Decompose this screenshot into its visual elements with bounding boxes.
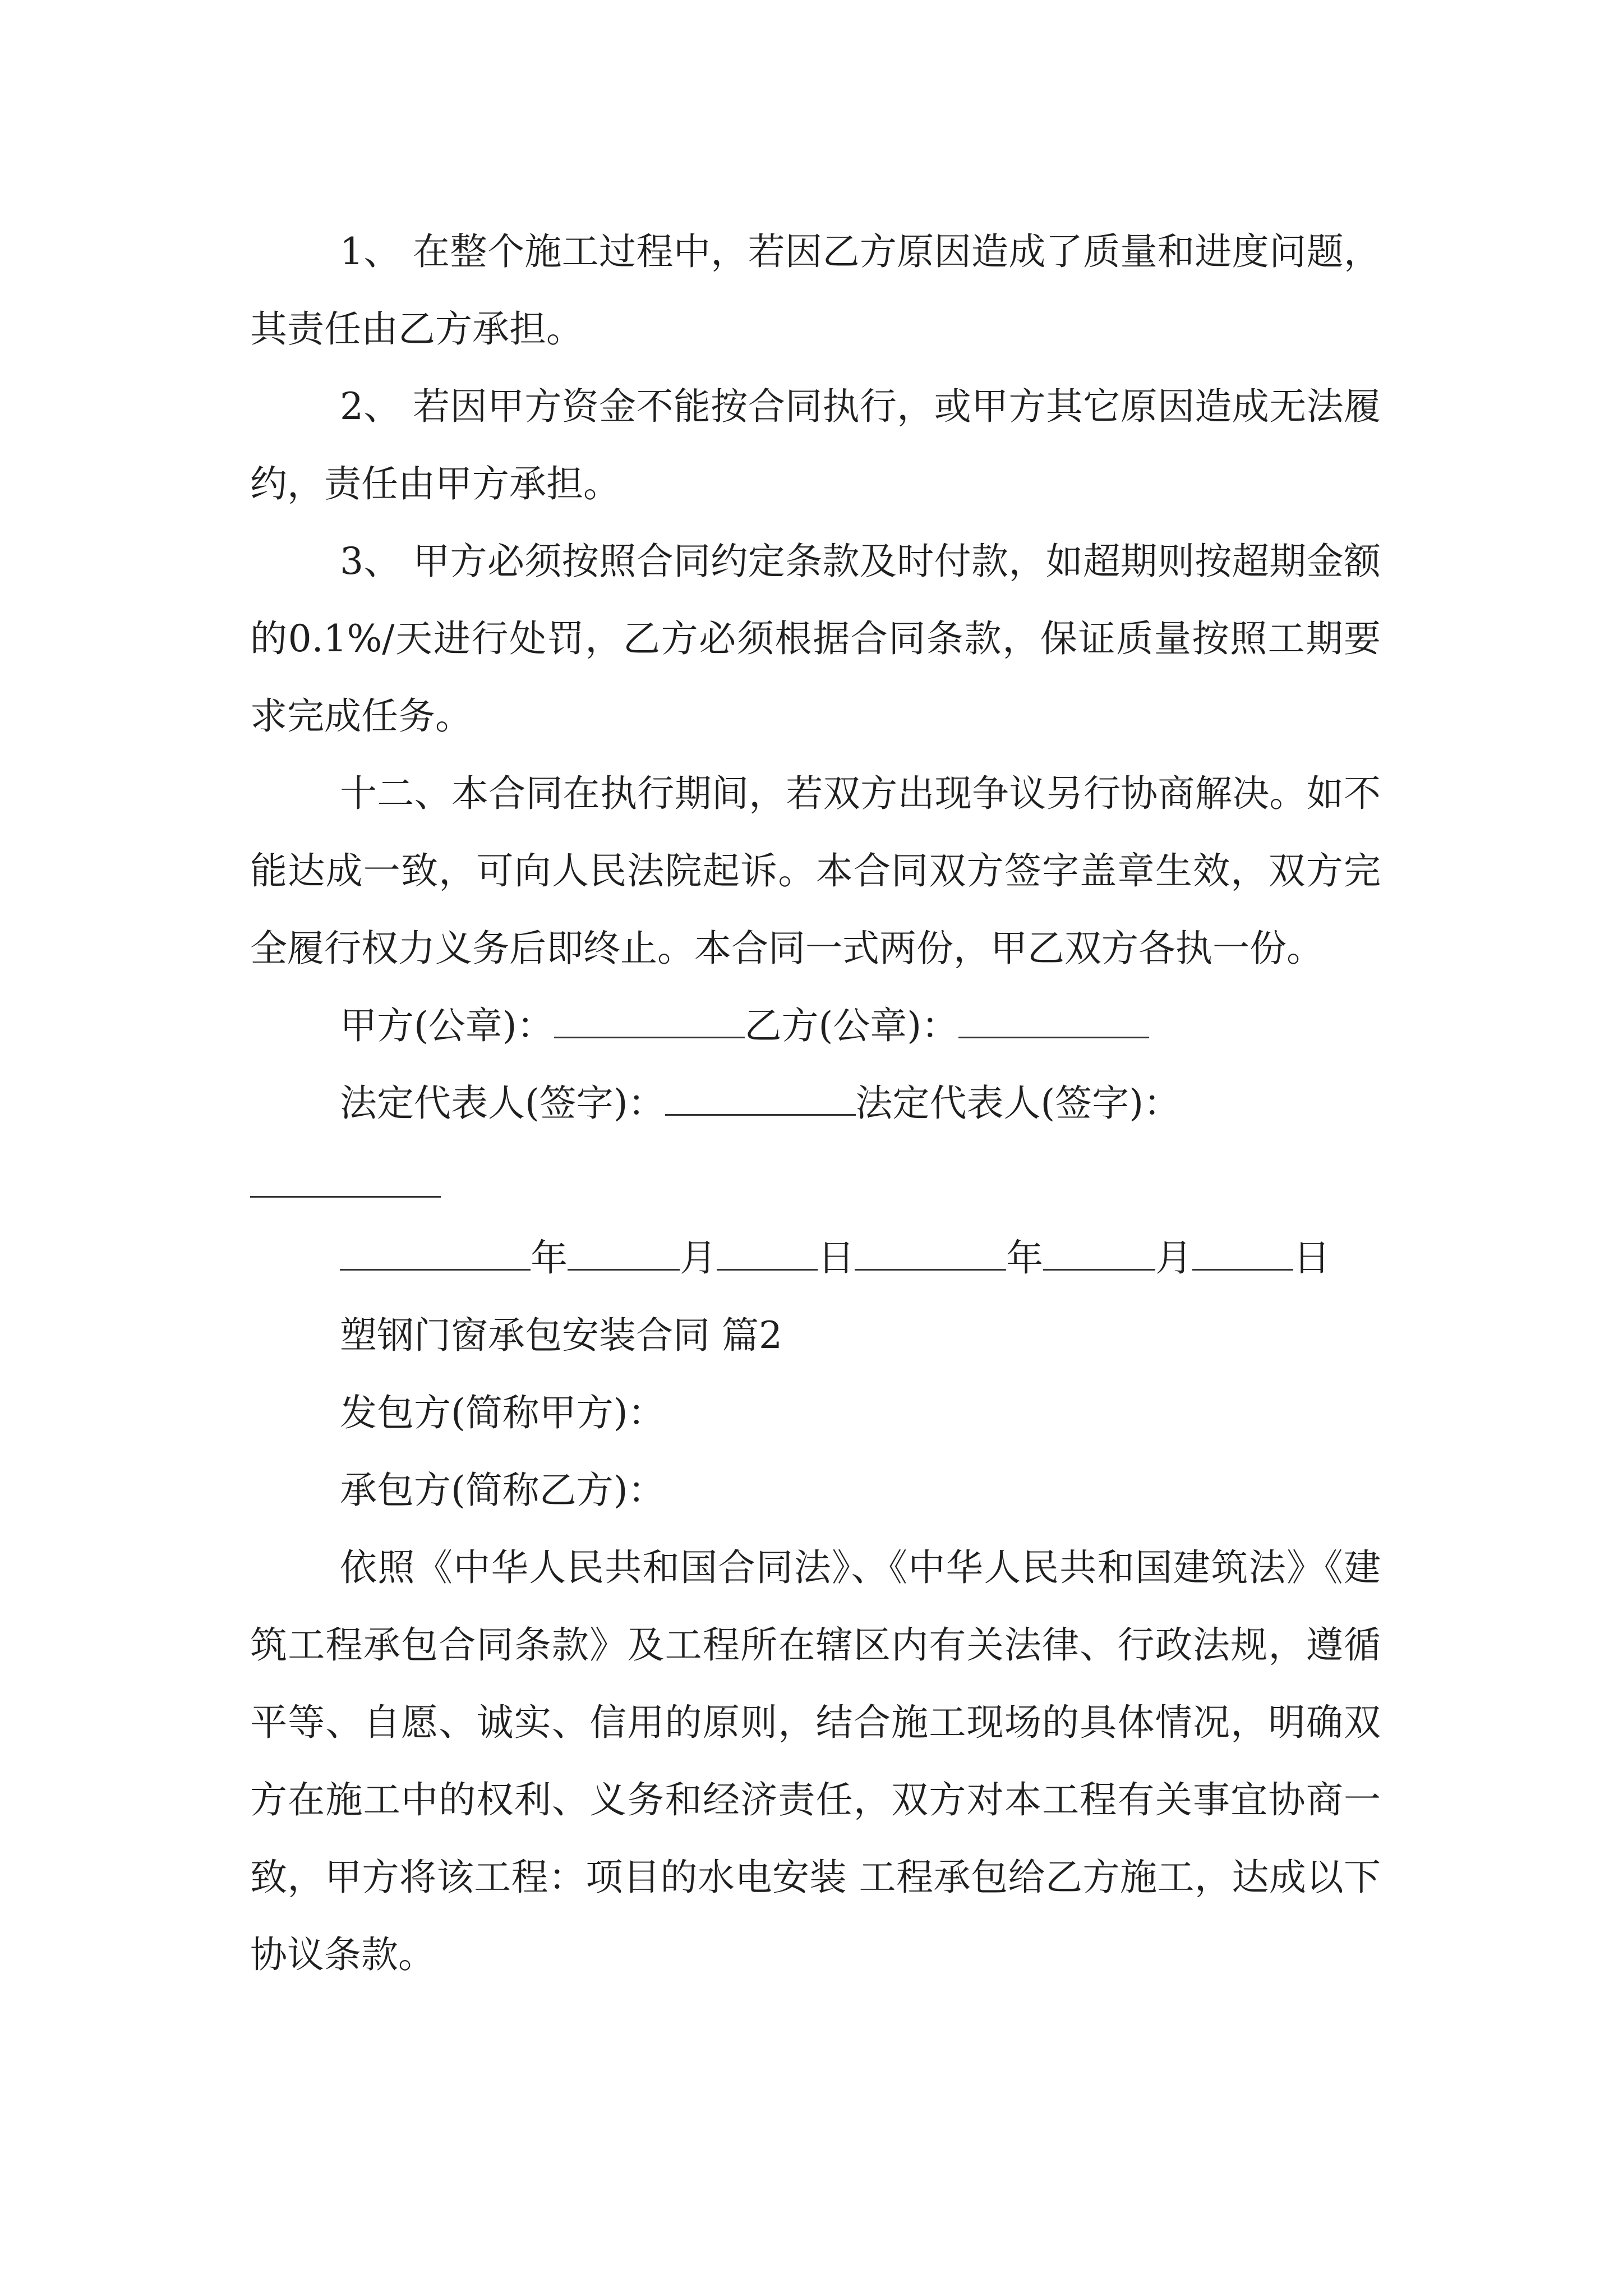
clause-1: 1、 在整个施工过程中，若因乙方原因造成了质量和进度问题，其责任由乙方承担。 xyxy=(250,230,1381,351)
contractor-label: 承包方(简称乙方)： xyxy=(340,1469,665,1512)
legal-rep-b-blank xyxy=(250,1159,441,1198)
day-a-blank xyxy=(717,1232,818,1271)
year-b-blank xyxy=(855,1232,1006,1271)
party-b-seal-blank xyxy=(958,1000,1149,1038)
month-b-label: 月 xyxy=(1155,1236,1192,1280)
year-a-label: 年 xyxy=(531,1236,568,1280)
day-a-label: 日 xyxy=(818,1236,855,1280)
day-b-label: 日 xyxy=(1293,1236,1330,1280)
section-2-intro: 依照《中华人民共和国合同法》、《中华人民共和国建筑法》《建筑工程承包合同条款》及工程所在辖区内有关法律、行政法规，遵循平等、自愿、诚实、信用的原则，结合施工现场的具体情况，明确双方在施工中的权利、义务和经济责任，双方对本工程有关事宜协商一致，甲方将该工程：项目的水电安装 工程承包给乙方施工，达成以下协议条款。 xyxy=(250,1546,1381,1976)
document-body xyxy=(250,213,1381,1994)
party-a-seal-blank xyxy=(554,1000,745,1038)
party-a-seal-label: 甲方(公章)： xyxy=(340,1004,554,1047)
issuer-label: 发包方(简称甲方)： xyxy=(340,1391,665,1434)
month-b-blank xyxy=(1043,1232,1155,1271)
day-b-blank xyxy=(1192,1232,1293,1271)
year-a-blank xyxy=(340,1232,531,1271)
legal-rep-a-label: 法定代表人(签字)： xyxy=(340,1082,665,1125)
clause-12: 十二、本合同在执行期间，若双方出现争议另行协商解决。如不能达成一致，可向人民法院起诉。本合同双方签字盖章生效，双方完全履行权力义务后即终止。本合同一式两份，甲乙双方各执一份。 xyxy=(250,772,1381,970)
section-2-title: 塑钢门窗承包安装合同 篇2 xyxy=(340,1314,782,1357)
party-b-seal-label: 乙方(公章)： xyxy=(744,1004,958,1047)
seal-line xyxy=(250,987,1381,1065)
year-b-label: 年 xyxy=(1006,1236,1043,1280)
month-a-label: 月 xyxy=(680,1236,717,1280)
clause-2: 2、 若因甲方资金不能按合同执行，或甲方其它原因造成无法履约，责任由甲方承担。 xyxy=(250,385,1381,505)
legal-rep-b-label: 法定代表人(签字)： xyxy=(855,1082,1181,1125)
clause-3: 3、 甲方必须按照合同约定条款及时付款，如超期则按超期金额的0.1%/天进行处罚，乙方必须根据合同条款，保证质量按照工期要求完成任务。 xyxy=(250,540,1381,738)
month-a-blank xyxy=(568,1232,680,1271)
legal-rep-b-blank-line xyxy=(250,1142,1381,1220)
date-line xyxy=(250,1220,1381,1297)
legal-rep-a-blank xyxy=(665,1077,856,1116)
legal-rep-line xyxy=(250,1065,1381,1142)
